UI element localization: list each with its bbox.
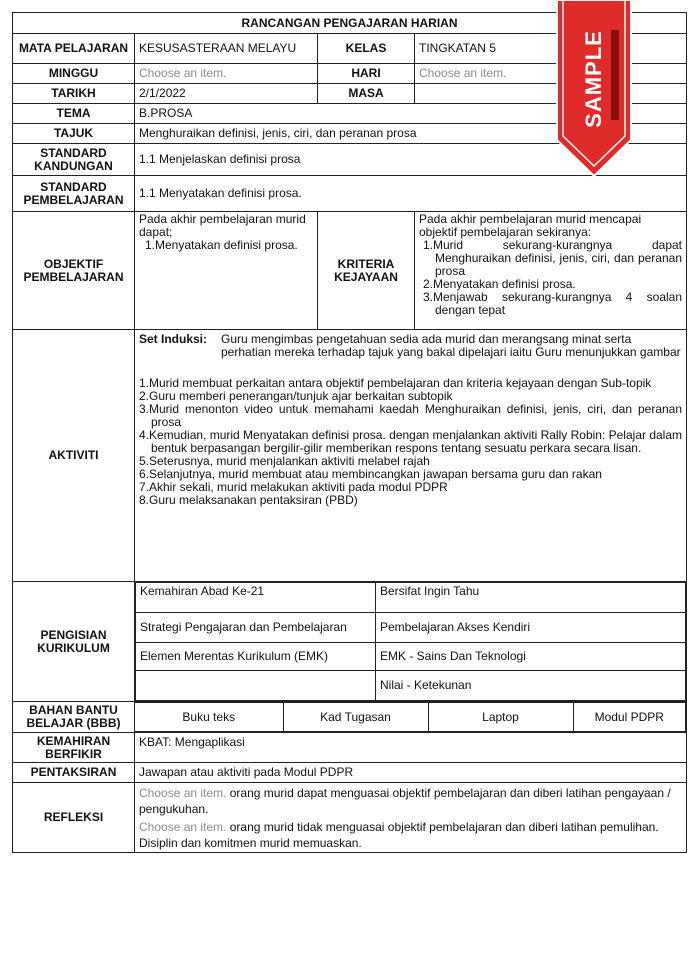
pengisian-cell: [135, 582, 687, 702]
set-induksi: [139, 333, 682, 359]
bahan-label: BAHAN BANTU BELAJAR (BBB): [13, 702, 135, 733]
minggu-dropdown[interactable]: Choose an item.: [135, 64, 318, 84]
bahan-item[interactable]: Modul PDPR: [573, 703, 686, 732]
aktiviti-item: 1.Murid membuat perkaitan antara objektif pembelajaran dan kriteria kejayaan dengan Sub-topik: [139, 376, 652, 390]
kriteria-cell[interactable]: [415, 212, 687, 330]
refleksi-label: REFLEKSI: [13, 783, 135, 853]
tema-label: TEMA: [13, 104, 135, 124]
bahan-cell: [135, 702, 687, 733]
tema-value[interactable]: B.PROSA: [135, 104, 687, 124]
aktiviti-item: 4.Kemudian, murid Menyatakan definisi prosa. dengan menjalankan aktiviti Rally Robin: Pelajar dalam bentuk berpasangan bergilir-gilir memberikan respons tentang sesuatu perkara secara lisan.: [139, 428, 683, 455]
set-induksi-label: Set Induksi:: [139, 332, 208, 346]
minggu-label: MINGGU: [13, 64, 135, 84]
objektif-intro: Pada akhir pembelajaran murid dapat;: [139, 212, 306, 239]
hari-label: HARI: [318, 64, 415, 84]
refleksi-text-1: orang murid dapat menguasai objektif pembelajaran dan diberi latihan pengayaan / pengukuhan.: [139, 786, 671, 816]
pengisian-strategi[interactable]: Strategi Pengajaran dan Pembelajaran: [136, 613, 376, 643]
kriteria-item: 1.Murid sekurang-kurangnya dapat Menghuraikan definisi, jenis, ciri, dan peranan prosa: [423, 238, 683, 278]
bahan-item[interactable]: Buku teks: [135, 703, 283, 732]
objektif-cell[interactable]: [135, 212, 318, 330]
kriteria-item: 3.Menjawab sekurang-kurangnya 4 soalan dengan tepat: [423, 290, 683, 317]
aktiviti-item: 8.Guru melaksanakan pentaksiran (PBD): [139, 493, 358, 507]
pentaksiran-value[interactable]: Jawapan atau aktiviti pada Modul PDPR: [135, 763, 687, 783]
mata-pelajaran-value[interactable]: KESUSASTERAAN MELAYU: [135, 34, 318, 64]
aktiviti-cell[interactable]: [135, 330, 687, 582]
pengisian-label: PENGISIAN KURIKULUM: [13, 582, 135, 702]
aktiviti-item: 5.Seterusnya, murid menjalankan aktiviti melabel rajah: [139, 454, 430, 468]
standard-kandungan-label: STANDARD KANDUNGAN: [13, 144, 135, 176]
kelas-label: KELAS: [318, 34, 415, 64]
pentaksiran-label: PENTAKSIRAN: [13, 763, 135, 783]
aktiviti-item: 7.Akhir sekali, murid melakukan aktiviti pada modul PDPR: [139, 480, 448, 494]
pengisian-abad21[interactable]: Kemahiran Abad Ke-21: [136, 583, 376, 613]
standard-pembelajaran-value[interactable]: 1.1 Menyatakan definisi prosa.: [135, 176, 687, 212]
objektif-item: 1.Menyatakan definisi prosa.: [145, 238, 298, 252]
kriteria-label: KRITERIA KEJAYAAN: [318, 212, 415, 330]
tarikh-value[interactable]: 2/1/2022: [135, 84, 318, 104]
objektif-label: OBJEKTIF PEMBELAJARAN: [13, 212, 135, 330]
kriteria-item: 2.Menyatakan definisi prosa.: [423, 277, 576, 291]
masa-value[interactable]: [415, 84, 687, 104]
aktiviti-item: 6.Selanjutnya, murid membuat atau membincangkan jawapan bersama guru dan rakan: [139, 467, 602, 481]
pengisian-emk[interactable]: Elemen Merentas Kurikulum (EMK): [136, 643, 376, 671]
tajuk-label: TAJUK: [13, 124, 135, 144]
pengisian-strategi-value[interactable]: Pembelajaran Akses Kendiri: [376, 613, 686, 643]
kriteria-intro: Pada akhir pembelajaran murid mencapai objektif pembelajaran sekiranya:: [419, 212, 642, 239]
hari-dropdown[interactable]: Choose an item.: [415, 64, 687, 84]
refleksi-dropdown-2[interactable]: Choose an item.: [139, 820, 227, 834]
refleksi-dropdown-1[interactable]: Choose an item.: [139, 786, 227, 800]
refleksi-line-1: [139, 785, 682, 817]
pengisian-abad21-value[interactable]: Bersifat Ingin Tahu: [376, 583, 686, 613]
aktiviti-item: 2.Guru memberi penerangan/tunjuk ajar berkaitan subtopik: [139, 389, 453, 403]
document-title: RANCANGAN PENGAJARAN HARIAN: [13, 13, 687, 34]
set-induksi-text: Guru mengimbas pengetahuan sedia ada murid dan merangsang minat serta perhatian mereka terhadap tajuk yang bakal dipelajari iaitu Guru menunjukkan gambar: [221, 332, 681, 359]
refleksi-cell[interactable]: [135, 783, 687, 853]
bahan-item[interactable]: Laptop: [428, 703, 573, 732]
sample-ribbon-label: [555, 24, 633, 134]
bahan-item[interactable]: Kad Tugasan: [283, 703, 428, 732]
tajuk-value[interactable]: Menghuraikan definisi, jenis, ciri, dan peranan prosa: [135, 124, 687, 144]
refleksi-text-2: orang murid tidak menguasai objektif pembelajaran dan diberi latihan pemulihan. Disiplin dan komitmen murid memuaskan.: [139, 820, 659, 850]
pengisian-emk-value[interactable]: EMK - Sains Dan Teknologi: [376, 643, 686, 671]
sample-ribbon-text: SAMPLE: [581, 30, 606, 128]
aktiviti-label: AKTIVITI: [13, 330, 135, 582]
mata-pelajaran-label: MATA PELAJARAN: [13, 34, 135, 64]
tarikh-label: TARIKH: [13, 84, 135, 104]
pengisian-nilai[interactable]: Nilai - Ketekunan: [376, 671, 686, 701]
standard-pembelajaran-label: STANDARD PEMBELAJARAN: [13, 176, 135, 212]
kelas-value[interactable]: TINGKATAN 5: [415, 34, 687, 64]
refleksi-line-2: [139, 819, 682, 851]
masa-label: MASA: [318, 84, 415, 104]
kemahiran-label: KEMAHIRAN BERFIKIR: [13, 733, 135, 763]
kemahiran-value[interactable]: KBAT: Mengaplikasi: [135, 733, 687, 763]
aktiviti-item: 3.Murid menonton video untuk memahami kaedah Menghuraikan definisi, jenis, ciri, dan peranan prosa: [139, 402, 683, 429]
standard-kandungan-value[interactable]: 1.1 Menjelaskan definisi prosa: [135, 144, 687, 176]
